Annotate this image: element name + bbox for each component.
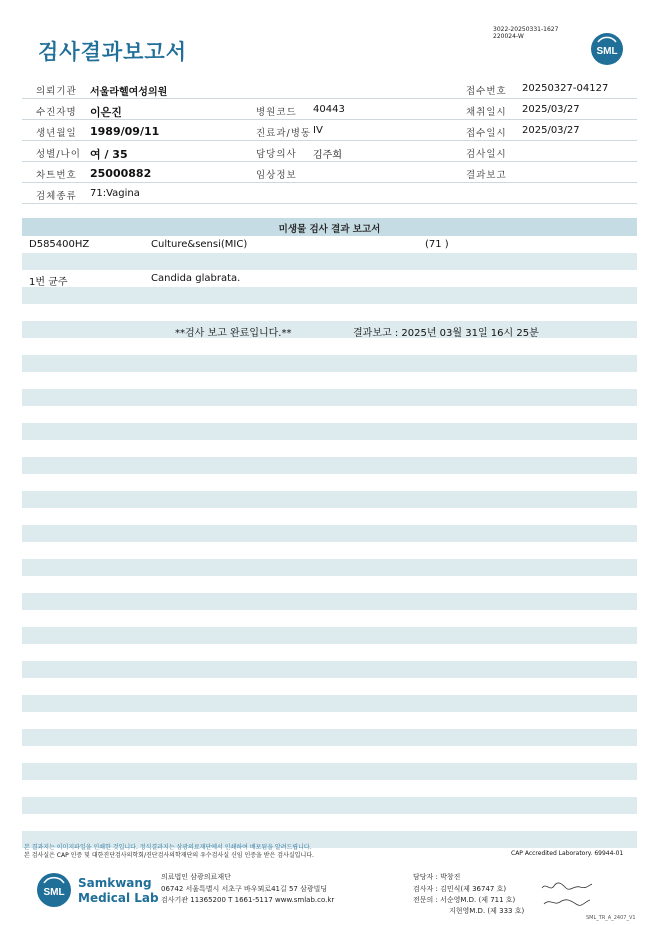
- dept-label: 진료과/병동: [256, 128, 312, 139]
- address: 06742 서울특별시 서초구 바우뫼로41길 57 삼광빌딩: [161, 885, 328, 893]
- brand-name-line-2: Medical Lab: [78, 891, 159, 905]
- info-row-5: [22, 162, 637, 183]
- specimen-value: 71:Vagina: [90, 188, 140, 199]
- result-stripe-row: [22, 729, 637, 746]
- result-stripe-row: [22, 321, 637, 338]
- chart-value: 25000882: [90, 167, 152, 180]
- certification-notice: 본 검사실은 CAP 인증 및 대한진단검사의학회/진단검사의학재단의 우수검사실 신임 인증을 받은 검사실입니다.: [24, 852, 314, 859]
- clinical-label: 임상정보: [256, 170, 297, 181]
- birth-value: 1989/09/11: [90, 125, 160, 138]
- staff-specialist-1: 전문의 : 서순영M.D. (제 711 호): [413, 896, 516, 904]
- test-code: D585400HZ: [29, 239, 90, 250]
- info-row-3: [22, 120, 637, 141]
- info-row-6: [22, 183, 637, 204]
- result-stripe-row: [22, 491, 637, 508]
- result-stripe-row: [22, 559, 637, 576]
- sex-age-value: 여 / 35: [90, 148, 128, 161]
- form-code: SML_TR_A_2407_V1: [586, 915, 636, 921]
- doctor-label: 담당의사: [256, 149, 297, 160]
- report-complete-text: **검사 보고 완료입니다.**: [175, 328, 292, 339]
- report-label: 결과보고: [466, 170, 507, 181]
- organism-label: 1번 균주: [29, 277, 68, 288]
- receipt-no-label: 접수번호: [466, 86, 507, 97]
- name-label: 수진자명: [36, 107, 77, 118]
- result-stripe-row: [22, 423, 637, 440]
- sml-logo-icon: [590, 32, 624, 66]
- cap-accreditation: CAP Accredited Laboratory. 69944-01: [511, 850, 624, 857]
- institution-label: 의뢰기관: [36, 86, 77, 97]
- logo-text: SML: [596, 46, 618, 57]
- specimen-label: 검체종류: [36, 191, 77, 202]
- test-name: Culture&sensi(MIC): [151, 239, 248, 250]
- info-row-4: [22, 141, 637, 162]
- receipt-date-value: 2025/03/27: [522, 125, 580, 136]
- hospital-code-value: 40443: [313, 104, 345, 115]
- result-stripe-row: [22, 287, 637, 304]
- result-stripe-row: [22, 525, 637, 542]
- receipt-date-label: 접수일시: [466, 128, 507, 139]
- result-stripe-row: [22, 457, 637, 474]
- test-date-label: 검사일시: [466, 149, 507, 160]
- sml-footer-logo-icon: [36, 872, 72, 908]
- foundation-name: 의료법인 삼광의료재단: [161, 873, 231, 881]
- result-stripe-row: [22, 593, 637, 610]
- result-report-time: 결과보고 : 2025년 03월 31일 16시 25분: [353, 328, 539, 339]
- brand-name-line-1: Samkwang: [78, 876, 152, 890]
- name-value: 이은진: [90, 106, 122, 119]
- staff-tester: 검사자 : 김민식(제 36747 호): [413, 885, 507, 893]
- hospital-code-label: 병원코드: [256, 107, 297, 118]
- contact-info: 검사기관 11365200 T 1661-5117 www.smlab.co.kr: [161, 896, 335, 904]
- doc-code-2: 220024-W: [493, 33, 524, 40]
- collection-date-value: 2025/03/27: [522, 104, 580, 115]
- sex-age-label: 성별/나이: [36, 149, 81, 160]
- info-row-2: [22, 99, 637, 120]
- institution-value: 서울라헬여성의원: [90, 87, 168, 98]
- info-row-1: [22, 78, 637, 99]
- result-stripe-row: [22, 661, 637, 678]
- result-stripe-row: [22, 627, 637, 644]
- chart-label: 차트번호: [36, 170, 77, 181]
- staff-manager: 담당자 : 박창진: [413, 873, 461, 881]
- patient-info-table: [22, 78, 637, 204]
- dept-value: IV: [313, 125, 323, 136]
- birth-label: 생년월일: [36, 128, 77, 139]
- receipt-no-value: 20250327-04127: [522, 83, 609, 94]
- staff-specialist-2: 지현영M.D. (제 333 호): [449, 907, 525, 915]
- image-notice: 본 결과지는 이미지파일을 인쇄한 것입니다. 정식결과지는 삼광의료재단에서 인쇄하여 배포됨을 알려드립니다.: [24, 844, 312, 851]
- doctor-value: 김주희: [313, 150, 342, 161]
- result-stripe-row: [22, 695, 637, 712]
- result-stripe-row: [22, 763, 637, 780]
- report-section-title: 미생물 검사 결과 보고서: [278, 224, 381, 235]
- page-title: 검사결과보고서: [38, 40, 188, 64]
- organism-value: Candida glabrata.: [151, 273, 241, 284]
- signature-icon: [540, 880, 595, 910]
- test-number: (71 ): [425, 239, 449, 250]
- result-stripe-row: [22, 253, 637, 270]
- footer-logo-text: SML: [43, 887, 65, 898]
- result-stripe-row: [22, 389, 637, 406]
- result-stripe-row: [22, 355, 637, 372]
- doc-code-1: 3022-20250331-1627: [493, 26, 559, 33]
- document-codes: [493, 26, 558, 40]
- collection-date-label: 채취일시: [466, 107, 507, 118]
- result-stripe-row: [22, 797, 637, 814]
